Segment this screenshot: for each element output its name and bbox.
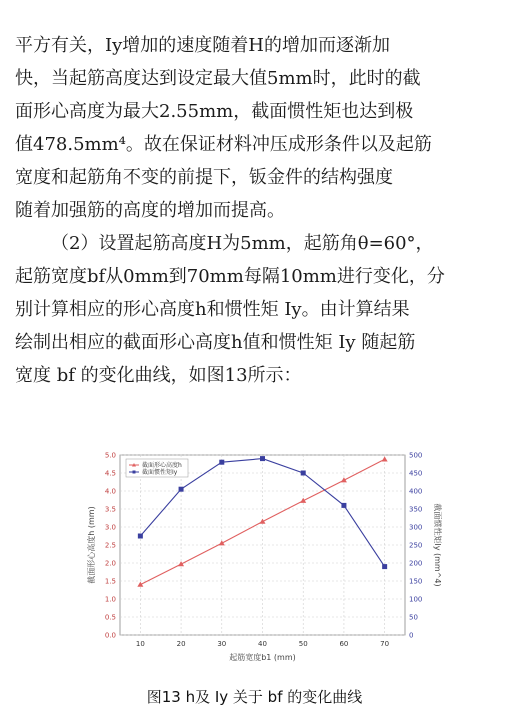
y-left-tick-label: 1.0 (104, 595, 116, 604)
text-line: 面形心高度为最大2.55mm，截面惯性矩也达到极 (15, 101, 414, 122)
legend-label: 截面形心高度h (142, 462, 182, 469)
x-tick-label: 50 (298, 640, 308, 648)
x-tick-label: 10 (135, 640, 145, 648)
data-point (341, 503, 346, 508)
figure-13-chart (60, 445, 445, 675)
x-tick-label: 70 (380, 640, 390, 648)
paragraph-1 (15, 29, 495, 227)
y-right-tick-label: 100 (409, 595, 423, 604)
y-left-axis-label: 截面形心高度h (mm) (87, 506, 96, 584)
data-point (301, 471, 306, 476)
paragraph-2 (15, 227, 495, 392)
y-right-tick-label: 300 (409, 523, 423, 532)
y-left-tick-label: 1.5 (104, 577, 116, 586)
data-point (382, 564, 387, 569)
chart-svg (60, 445, 445, 675)
data-point (219, 460, 224, 465)
text-line: 宽度 bf 的变化曲线，如图13所示： (15, 365, 302, 386)
legend-marker (133, 471, 136, 474)
y-left-tick-label: 2.0 (104, 559, 116, 568)
text-line: 值478.5mm⁴。故在保证材料冲压成形条件以及起筋 (15, 134, 432, 155)
data-point (138, 534, 143, 539)
y-left-tick-label: 0.0 (104, 631, 116, 640)
text-line: 宽度和起筋角不变的前提下，钣金件的结构强度 (15, 167, 393, 188)
y-left-tick-label: 3.5 (104, 505, 116, 514)
y-right-tick-label: 50 (409, 613, 418, 622)
text-line: 随着加强筋的高度的增加而提高。 (15, 200, 285, 221)
y-right-axis-label: 截面惯性矩Iy (mm^4) (433, 503, 442, 587)
x-axis-label: 起筋宽度b1 (mm) (229, 653, 296, 662)
figure-caption: 图13 h及 Iy 关于 bf 的变化曲线 (146, 688, 363, 706)
y-right-tick-label: 350 (409, 505, 423, 514)
y-left-tick-label: 0.5 (104, 613, 116, 622)
x-tick-label: 40 (258, 640, 267, 648)
text-line: 绘制出相应的截面形心高度h值和惯性矩 Iy 随起筋 (15, 332, 416, 353)
y-right-tick-label: 0 (409, 631, 414, 640)
text-line: 快，当起筋高度达到设定最大值5mm时，此时的截 (15, 68, 421, 89)
y-left-tick-label: 4.5 (104, 469, 116, 478)
y-left-tick-label: 4.0 (104, 487, 116, 496)
x-tick-label: 30 (217, 640, 227, 648)
y-right-tick-label: 500 (409, 451, 423, 460)
y-right-tick-label: 250 (409, 541, 423, 550)
data-point (179, 487, 184, 492)
y-right-tick-label: 150 (409, 577, 423, 586)
text-line: 起筋宽度bf从0mm到70mm每隔10mm进行变化，分 (15, 266, 445, 287)
y-right-tick-label: 450 (409, 469, 423, 478)
y-right-tick-label: 200 (409, 559, 423, 568)
y-left-tick-label: 2.5 (104, 541, 116, 550)
y-left-tick-label: 3.0 (104, 523, 116, 532)
legend-label: 截面惯性矩Iy (142, 469, 178, 476)
y-left-tick-label: 5.0 (104, 451, 116, 460)
text-line: 别计算相应的形心高度h和惯性矩 Iy。由计算结果 (15, 299, 410, 320)
x-tick-label: 20 (176, 640, 186, 648)
x-tick-label: 60 (339, 640, 349, 648)
text-line: （2）设置起筋高度H为5mm，起筋角θ=60°， (51, 233, 434, 254)
y-right-tick-label: 400 (409, 487, 423, 496)
text-line: 平方有关，Iy增加的速度随着H的增加而逐渐加 (15, 35, 390, 56)
data-point (260, 456, 265, 461)
